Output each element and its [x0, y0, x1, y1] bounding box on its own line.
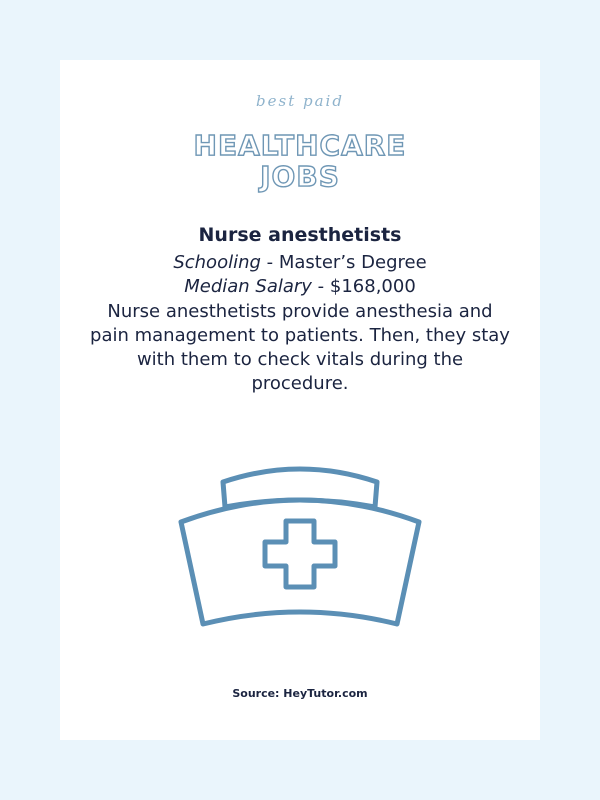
brand-title-line1: HEALTHCARE [193, 129, 407, 162]
info-card [60, 60, 540, 740]
salary-value: - $168,000 [311, 276, 416, 297]
source-credit: Source: HeyTutor.com [232, 687, 368, 700]
schooling-line [90, 252, 510, 273]
salary-line [90, 276, 510, 297]
nurse-cap-icon [175, 460, 425, 635]
job-description: Nurse anesthetists provide anesthesia and pain management to patients. Then, they stay with them to check vitals during the procedure. [90, 301, 510, 394]
nurse-cap-illustration [175, 460, 425, 635]
job-title: Nurse anesthetists [198, 224, 402, 246]
brand-title-line2: JOBS [260, 160, 340, 193]
schooling-value: - Master’s Degree [260, 252, 427, 273]
schooling-label: Schooling [173, 252, 261, 273]
salary-label: Median Salary [184, 276, 312, 297]
brand-tagline: best paid [256, 92, 344, 110]
